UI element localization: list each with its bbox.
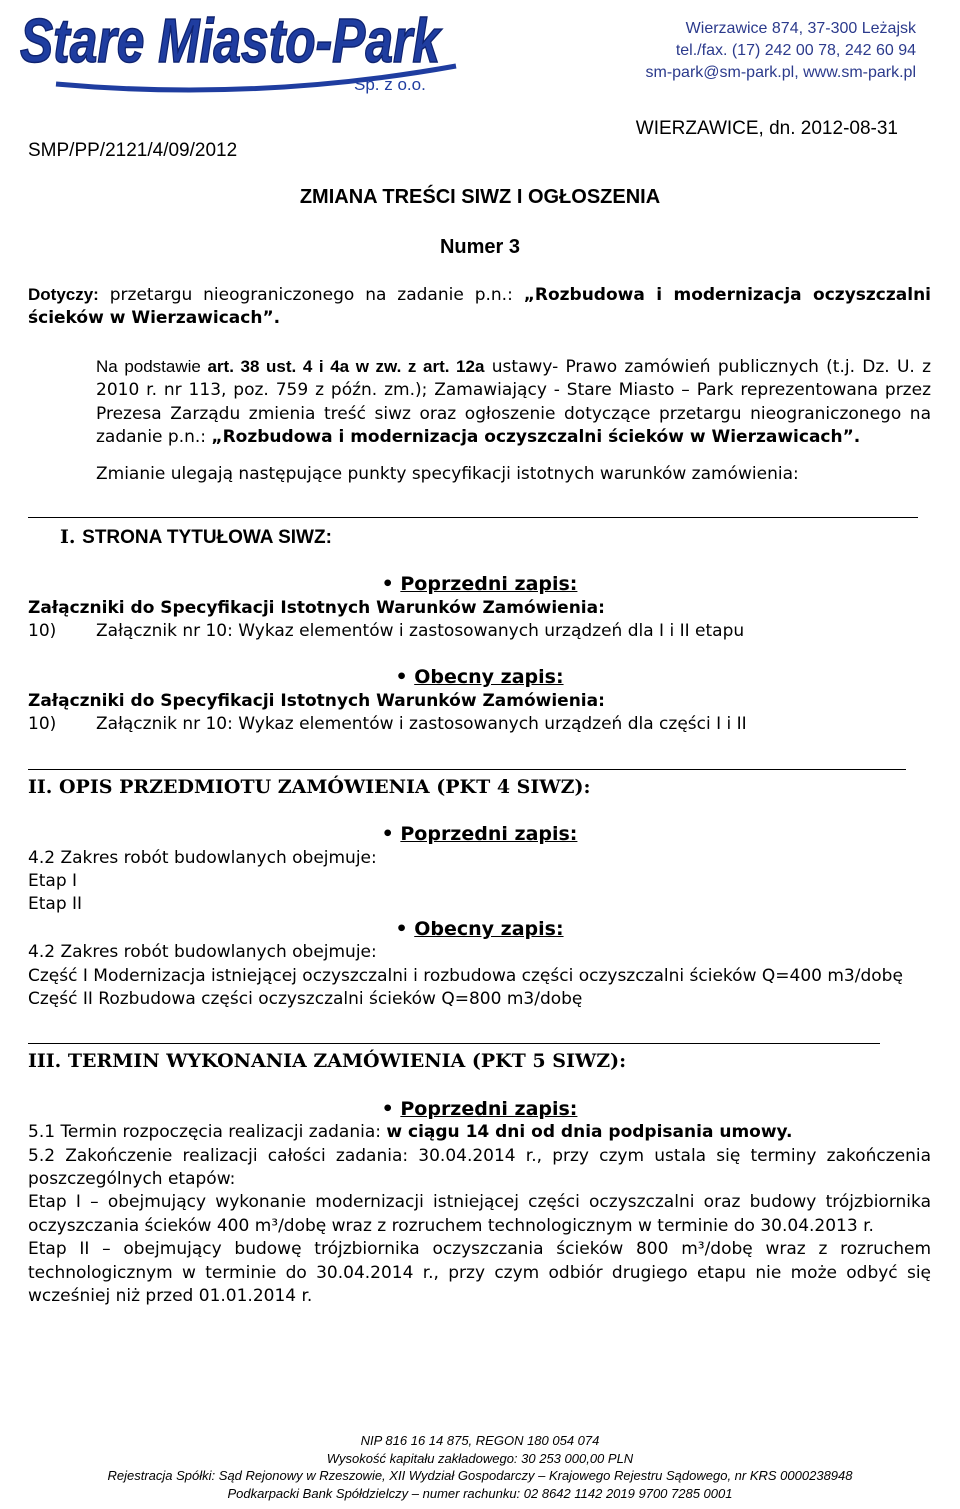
document-title: ZMIANA TREŚCI SIWZ I OGŁOSZENIA: [299, 186, 661, 208]
logo-suffix: Sp. z o.o.: [354, 75, 426, 94]
section-1-previous-heading: Załączniki do Specyfikacji Istotnych Warunków Zamówienia:: [28, 597, 605, 618]
subject-paragraph: [28, 283, 931, 331]
intro-task: „Rozbudowa i modernizacja oczyszczalni ścieków w Wierzawicach”.: [211, 427, 861, 448]
section-2-current-line: Część II Rozbudowa części oczyszczalni ścieków Q=800 m3/dobę: [28, 988, 583, 1009]
company-address: Wierzawice 874, 37-300 Leżajsk: [685, 20, 916, 37]
page-footer: [0, 1432, 960, 1502]
subject-text: przetargu nieograniczonego na zadanie p.n.:: [98, 285, 524, 305]
section-1-number: I.: [60, 525, 76, 548]
bullet-icon: •: [381, 573, 394, 596]
document-body: [28, 283, 931, 1308]
divider: [28, 517, 918, 518]
section-2-previous-line: 4.2 Zakres robót budowlanych obejmuje:: [28, 847, 377, 868]
section-2-current-label: • Obecny zapis:: [395, 917, 564, 940]
section-1-current-label: • Obecny zapis:: [395, 666, 564, 689]
date-line: WIERZAWICE, dn. 2012-08-31: [635, 118, 898, 139]
logo-wordmark: Stare Miasto-Park: [20, 7, 443, 76]
footer-capital: Wysokość kapitału zakładowego: 30 253 000,00 PLN: [326, 1450, 634, 1466]
section-2-current-line: Część I Modernizacja istniejącej oczyszczalni i rozbudowa części oczyszczalni ścieków Q=400 m3/dobę: [28, 965, 903, 986]
reference-number: SMP/PP/2121/4/09/2012: [28, 140, 238, 161]
section-3-line: 5.1 Termin rozpoczęcia realizacji zadania: w ciągu 14 dni od dnia podpisania umowy.: [28, 1122, 793, 1143]
logo-graphic: [16, 4, 456, 96]
section-1-previous-label: • Poprzedni zapis:: [381, 573, 578, 596]
subject-task: „Rozbudowa i modernizacja oczyszczalni ścieków w Wierzawicach”.: [28, 285, 931, 329]
subject-label: Dotyczy:: [28, 285, 99, 304]
section-1-title: STRONA TYTUŁOWA SIWZ:: [82, 526, 332, 548]
intro-lead: Na podstawie: [96, 356, 208, 376]
section-2-heading: II. OPIS PRZEDMIOTU ZAMÓWIENIA (PKT 4 SIWZ):: [28, 775, 591, 798]
bullet-icon: •: [395, 666, 408, 689]
section-1-heading: [28, 526, 931, 549]
section-3-line: Etap I – obejmujący wykonanie modernizacji istniejącej części oczyszczalni oraz budowy trójzbiornika oczyszczania ścieków 400 m³/dobę wraz z rozruchem technologicznym w terminie do 30.04.2013 r.: [28, 1192, 931, 1236]
section-2-current-line: 4.2 Zakres robót budowlanych obejmuje:: [28, 942, 377, 963]
section-1-current-item: 10) Załącznik nr 10: Wykaz elementów i zastosowanych urządzeń dla części I i II: [28, 714, 747, 735]
footer-registration: Rejestracja Spółki: Sąd Rejonowy w Rzeszowie, XII Wydział Gospodarczy – Krajowego Rejestru Sądowego, nr KRS 0000238948: [107, 1468, 853, 1483]
company-phone: tel./fax. (17) 242 00 78, 242 60 94: [675, 42, 916, 59]
section-3-line: 5.2 Zakończenie realizacji całości zadania: 30.04.2014 r., przy czym ustala się terminy zakończenia poszczególnych etapów:: [28, 1145, 931, 1189]
section-2-previous-line: Etap II: [28, 894, 83, 915]
section-3-previous-label: • Poprzedni zapis:: [381, 1097, 578, 1120]
section-2-previous-label: • Poprzedni zapis:: [381, 823, 578, 846]
footer-bank: Podkarpacki Bank Spółdzielczy – numer rachunku: 02 8642 1142 2019 9700 7285 0001: [227, 1485, 733, 1501]
bullet-icon: •: [395, 917, 408, 940]
intro-paragraph: [28, 355, 931, 450]
company-email-web: sm-park@sm-park.pl, www.sm-park.pl: [645, 64, 916, 81]
document-subtitle: Numer 3: [439, 236, 521, 258]
bullet-icon: •: [381, 1097, 394, 1120]
divider: [28, 1043, 880, 1044]
section-2-previous-line: Etap I: [28, 870, 78, 891]
company-logo: [16, 4, 456, 96]
intro-legal-basis: art. 38 ust. 4 i 4a w zw. z art. 12a: [207, 356, 485, 376]
section-1-current-heading: Załączniki do Specyfikacji Istotnych Warunków Zamówienia:: [28, 690, 605, 711]
section-1-previous-item: 10) Załącznik nr 10: Wykaz elementów i zastosowanych urządzeń dla I i II etapu: [28, 621, 745, 642]
intro-body: ustawy- Prawo zamówień publicznych (t.j. Dz. U. z 2010 r. nr 113, poz. 759 z późn. zm.); Zamawiający - Stare Miasto – Park reprezentowana przez Prezesa Zarządu zmienia treść siwz oraz ogłoszenie dotyczące przetargu nieograniczonego na zadanie p.n.:: [96, 356, 931, 448]
changes-intro: Zmianie ulegają następujące punkty specyfikacji istotnych warunków zamówienia:: [96, 464, 799, 485]
section-3-heading: III. TERMIN WYKONANIA ZAMÓWIENIA (PKT 5 SIWZ):: [28, 1050, 627, 1073]
footer-tax-ids: NIP 816 16 14 875, REGON 180 054 074: [360, 1433, 600, 1448]
company-contact: [646, 18, 917, 84]
divider: [28, 769, 906, 770]
bullet-icon: •: [381, 823, 394, 846]
section-3-line: Etap II – obejmujący budowę trójzbiornika oczyszczania ścieków 800 m³/dobę wraz z rozruchem technologicznym w terminie do 30.04.2014 r., przy czym odbiór drugiego etapu nie może odbyć się wcześniej niż przed 01.01.2014 r.: [28, 1239, 931, 1306]
